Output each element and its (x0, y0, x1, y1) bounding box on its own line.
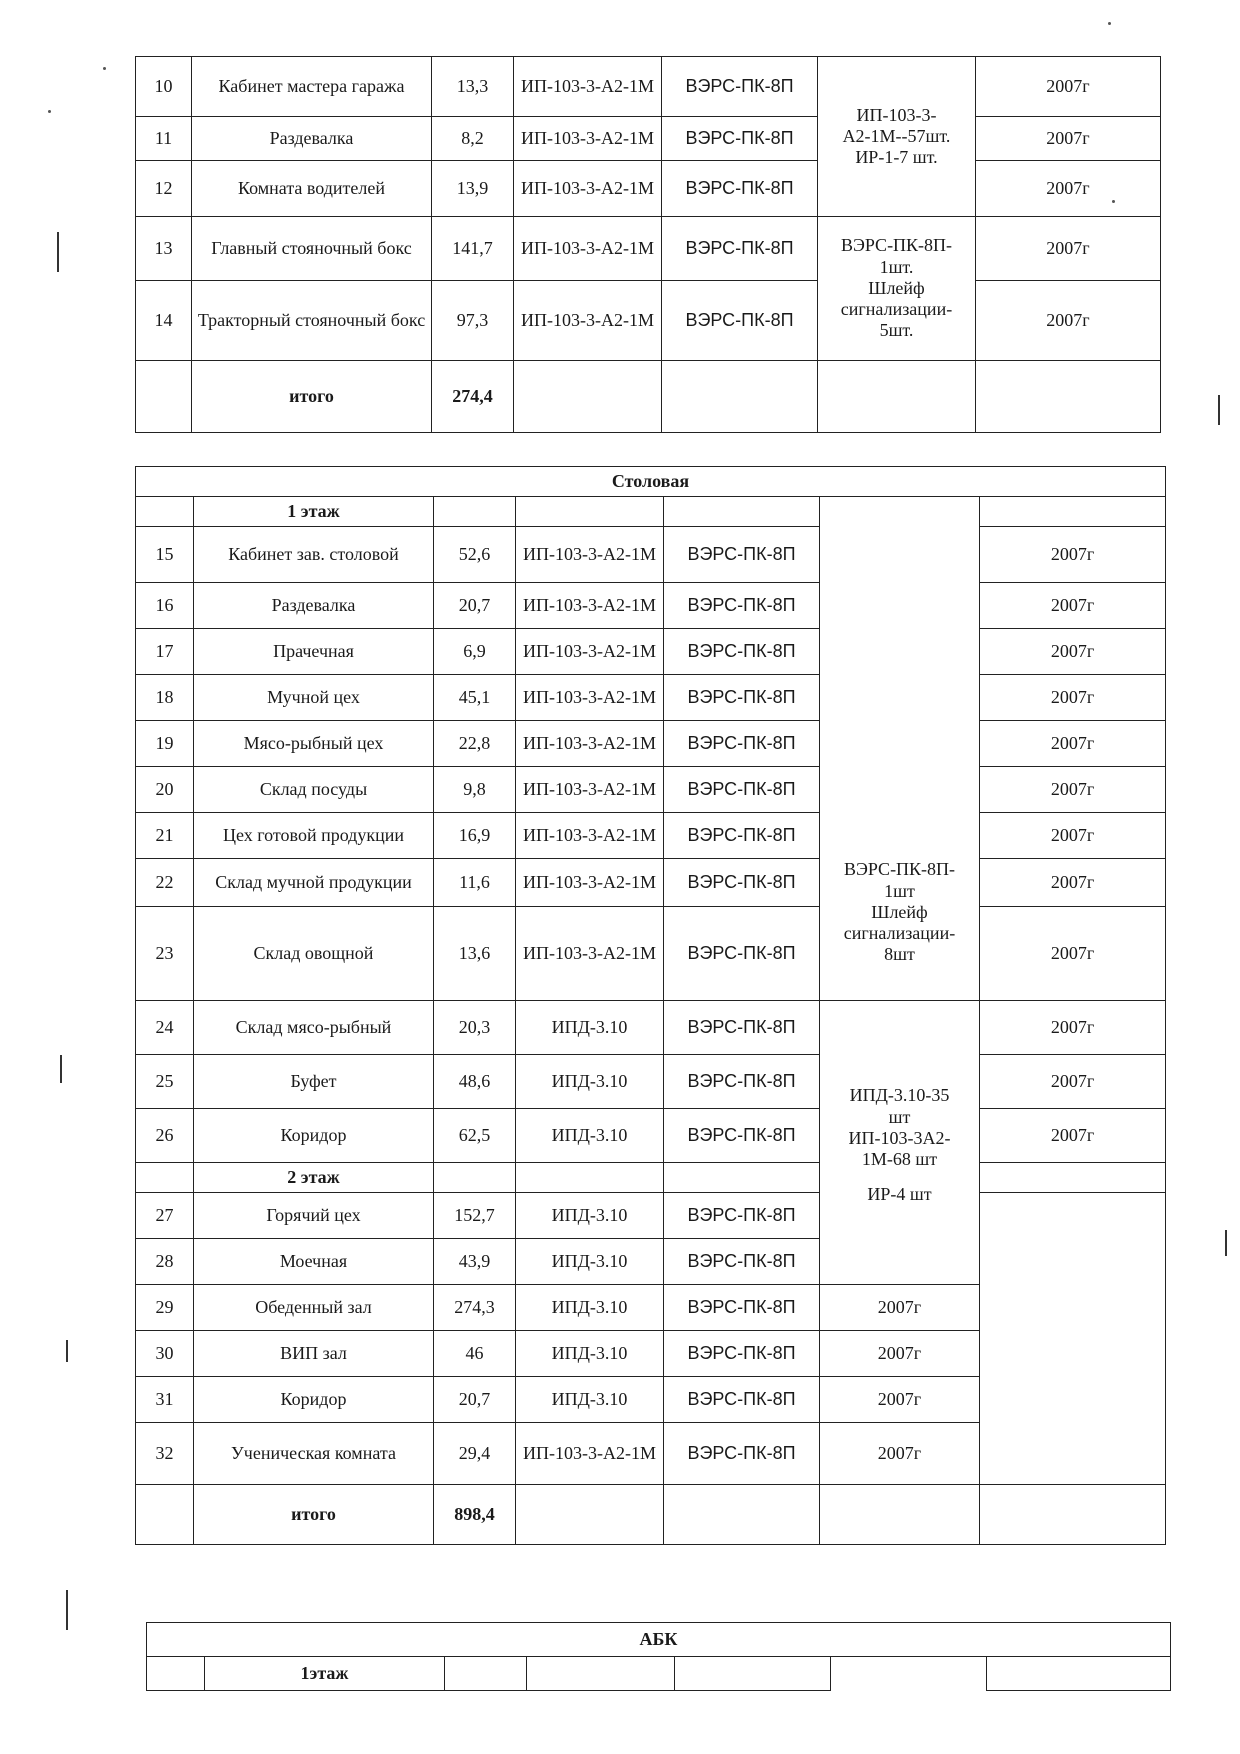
room-name: Склад овощной (194, 907, 434, 1001)
room-area: 43,9 (434, 1239, 516, 1285)
empty-cell (434, 1163, 516, 1193)
total-row (136, 1485, 1166, 1545)
room-name: Склад посуды (194, 767, 434, 813)
table-row (136, 527, 1166, 583)
control-device: ВЭРС-ПК-8П (664, 813, 820, 859)
row-number: 23 (136, 907, 194, 1001)
control-device: ВЭРС-ПК-8П (662, 57, 818, 117)
scan-speck (1108, 22, 1111, 25)
empty-cell (527, 1657, 675, 1691)
detector-type: ИПД-3.10 (516, 1001, 664, 1055)
detector-type: ИП-103-3-А2-1М (516, 629, 664, 675)
room-name: Мясо-рыбный цех (194, 721, 434, 767)
summary-line: 1М-68 шт (861, 1149, 938, 1170)
row-number: 25 (136, 1055, 194, 1109)
table-row (136, 281, 1161, 361)
detector-type: ИПД-3.10 (516, 1055, 664, 1109)
detector-type: ИП-103-3-А2-1М (516, 675, 664, 721)
empty-cell (136, 361, 192, 433)
detector-type: ИПД-3.10 (516, 1285, 664, 1331)
room-area: 48,6 (434, 1055, 516, 1109)
control-device: ВЭРС-ПК-8П (664, 629, 820, 675)
table-row (136, 907, 1166, 1001)
install-year: 2007г (980, 907, 1166, 1001)
room-name: Главный стояночный бокс (192, 217, 432, 281)
control-device: ВЭРС-ПК-8П (664, 1109, 820, 1163)
room-area: 22,8 (434, 721, 516, 767)
install-year: 2007г (980, 1001, 1166, 1055)
room-name: ВИП зал (194, 1331, 434, 1377)
control-device: ВЭРС-ПК-8П (662, 117, 818, 161)
install-year: 2007г (980, 675, 1166, 721)
row-number: 16 (136, 583, 194, 629)
control-device: ВЭРС-ПК-8П (664, 859, 820, 907)
row-number: 20 (136, 767, 194, 813)
summary-line: шт (888, 1106, 911, 1127)
abk-section-title: АБК (147, 1623, 1171, 1657)
abk-floor1-label: 1этаж (205, 1657, 445, 1691)
detector-type: ИПД-3.10 (516, 1377, 664, 1423)
table-row (136, 813, 1166, 859)
scan-line (1218, 395, 1220, 425)
control-device: ВЭРС-ПК-8П (664, 1239, 820, 1285)
scan-line (57, 232, 59, 272)
control-device: ВЭРС-ПК-8П (662, 161, 818, 217)
room-area: 46 (434, 1331, 516, 1377)
summary-line: сигнализации- (840, 299, 953, 320)
scan-speck (48, 110, 51, 113)
empty-cell (516, 1485, 664, 1545)
row-number: 12 (136, 161, 192, 217)
table-row (136, 117, 1161, 161)
total-row (136, 361, 1161, 433)
room-area: 8,2 (432, 117, 514, 161)
summary-line: 1шт (884, 880, 915, 901)
row-number: 18 (136, 675, 194, 721)
scan-speck (1112, 200, 1115, 203)
install-year: 2007г (980, 527, 1166, 583)
detector-type: ИП-103-3-А2-1М (514, 217, 662, 281)
floor-row (136, 497, 1166, 527)
room-name: Горячий цех (194, 1193, 434, 1239)
install-year: 2007г (820, 1423, 980, 1485)
row-number: 13 (136, 217, 192, 281)
table-row (136, 1055, 1166, 1109)
empty-cell (664, 1485, 820, 1545)
detector-type: ИПД-3.10 (516, 1193, 664, 1239)
detector-type: ИП-103-3-А2-1М (516, 907, 664, 1001)
floor2-label: 2 этаж (194, 1163, 434, 1193)
summary-line: ВЭРС-ПК-8П- (843, 859, 956, 880)
control-device: ВЭРС-ПК-8П (662, 281, 818, 361)
install-year: 2007г (980, 1055, 1166, 1109)
empty-cell (664, 1163, 820, 1193)
detector-type: ИП-103-3-А2-1М (514, 281, 662, 361)
table-row (136, 217, 1161, 281)
row-number: 31 (136, 1377, 194, 1423)
control-device: ВЭРС-ПК-8П (664, 1001, 820, 1055)
room-area: 13,6 (434, 907, 516, 1001)
room-name: Мучной цех (194, 675, 434, 721)
table-row (136, 161, 1161, 217)
floor-row (136, 1163, 1166, 1193)
summary-line: ИП-103-3А2- (848, 1127, 951, 1148)
detector-type: ИП-103-3-А2-1М (514, 117, 662, 161)
room-name: Обеденный зал (194, 1285, 434, 1331)
summary-line: сигнализации- (843, 923, 956, 944)
room-name: Кабинет зав. столовой (194, 527, 434, 583)
detector-type: ИП-103-3-А2-1М (516, 859, 664, 907)
room-name: Раздевалка (192, 117, 432, 161)
room-area: 9,8 (434, 767, 516, 813)
detector-type: ИПД-3.10 (516, 1239, 664, 1285)
table-row (136, 721, 1166, 767)
room-name: Коридор (194, 1377, 434, 1423)
control-device: ВЭРС-ПК-8П (664, 767, 820, 813)
summary-line: 1шт. (879, 256, 914, 277)
control-device: ВЭРС-ПК-8П (664, 907, 820, 1001)
row-number: 22 (136, 859, 194, 907)
empty-cell (147, 1657, 205, 1691)
empty-cell (980, 1485, 1166, 1545)
table-row (136, 57, 1161, 117)
control-device: ВЭРС-ПК-8П (662, 217, 818, 281)
install-year: 2007г (980, 859, 1166, 907)
summary-line: ИР-1-7 шт. (855, 147, 938, 168)
canteen-rooms-table (135, 466, 1166, 1545)
room-area: 97,3 (432, 281, 514, 361)
empty-cell (445, 1657, 527, 1691)
scan-line (60, 1055, 62, 1083)
control-device: ВЭРС-ПК-8П (664, 721, 820, 767)
scan-line (1225, 1230, 1227, 1256)
control-device: ВЭРС-ПК-8П (664, 1285, 820, 1331)
empty-cell (987, 1657, 1171, 1691)
table-row (136, 675, 1166, 721)
empty-cell (434, 497, 516, 527)
install-year: 2007г (820, 1285, 980, 1331)
control-device: ВЭРС-ПК-8П (664, 1055, 820, 1109)
detector-type: ИП-103-3-А2-1М (516, 813, 664, 859)
empty-cell (980, 497, 1166, 527)
room-area: 152,7 (434, 1193, 516, 1239)
detector-type: ИП-103-3-А2-1М (516, 527, 664, 583)
room-name: Цех готовой продукции (194, 813, 434, 859)
room-area: 141,7 (432, 217, 514, 281)
room-name: Раздевалка (194, 583, 434, 629)
install-year: 2007г (980, 813, 1166, 859)
row-number: 11 (136, 117, 192, 161)
room-area: 274,3 (434, 1285, 516, 1331)
empty-cell (136, 497, 194, 527)
total-label: итого (192, 361, 432, 433)
room-area: 13,3 (432, 57, 514, 117)
scan-speck (103, 67, 106, 70)
equipment-summary-top (818, 57, 976, 217)
detector-type: ИП-103-3-А2-1М (516, 767, 664, 813)
install-year: 2007г (976, 117, 1161, 161)
detector-type: ИП-103-3-А2-1М (516, 721, 664, 767)
empty-cell (818, 361, 976, 433)
room-area: 29,4 (434, 1423, 516, 1485)
room-name: Комната водителей (192, 161, 432, 217)
total-area: 898,4 (434, 1485, 516, 1545)
summary-line: ВЭРС-ПК-8П- (840, 235, 953, 256)
control-device: ВЭРС-ПК-8П (664, 583, 820, 629)
control-device: ВЭРС-ПК-8П (664, 1377, 820, 1423)
summary-line: ИР-4 шт (867, 1184, 932, 1205)
room-name: Кабинет мастера гаража (192, 57, 432, 117)
abk-rooms-table (146, 1622, 1171, 1691)
install-year: 2007г (980, 1109, 1166, 1163)
install-year: 2007г (976, 281, 1161, 361)
summary-line: 5шт. (879, 320, 914, 341)
install-year: 2007г (976, 161, 1161, 217)
summary-line: Шлейф (871, 901, 928, 922)
equipment-summary-blank (980, 1193, 1166, 1485)
room-name: Прачечная (194, 629, 434, 675)
table-row (136, 859, 1166, 907)
room-name: Коридор (194, 1109, 434, 1163)
floor1-label: 1 этаж (194, 497, 434, 527)
empty-cell (820, 1485, 980, 1545)
detector-type: ИП-103-3-А2-1М (514, 161, 662, 217)
row-number: 24 (136, 1001, 194, 1055)
detector-type: ИПД-3.10 (516, 1331, 664, 1377)
room-area: 20,3 (434, 1001, 516, 1055)
empty-cell (514, 361, 662, 433)
row-number: 19 (136, 721, 194, 767)
empty-cell (980, 1163, 1166, 1193)
room-name: Ученическая комната (194, 1423, 434, 1485)
garage-rooms-table (135, 56, 1161, 433)
row-number: 10 (136, 57, 192, 117)
row-number: 27 (136, 1193, 194, 1239)
detector-type: ИП-103-3-А2-1М (514, 57, 662, 117)
detector-type: ИП-103-3-А2-1М (516, 583, 664, 629)
table-row (136, 767, 1166, 813)
table-row (136, 583, 1166, 629)
row-number: 26 (136, 1109, 194, 1163)
table-row (136, 629, 1166, 675)
summary-line: ИП-103-3- (856, 104, 937, 125)
control-device: ВЭРС-ПК-8П (664, 1193, 820, 1239)
empty-cell (664, 497, 820, 527)
room-area: 20,7 (434, 1377, 516, 1423)
table-row (136, 1001, 1166, 1055)
equipment-summary-bottom (818, 217, 976, 361)
room-area: 13,9 (432, 161, 514, 217)
summary-line: А2-1М--57шт. (842, 125, 951, 146)
table-row (136, 1109, 1166, 1163)
room-area: 16,9 (434, 813, 516, 859)
row-number: 28 (136, 1239, 194, 1285)
summary-line (824, 1170, 975, 1184)
install-year: 2007г (976, 57, 1161, 117)
row-number: 32 (136, 1423, 194, 1485)
scan-line (66, 1590, 68, 1630)
scan-line (66, 1340, 68, 1362)
row-number: 29 (136, 1285, 194, 1331)
empty-cell (516, 1163, 664, 1193)
install-year: 2007г (980, 629, 1166, 675)
room-name: Моечная (194, 1239, 434, 1285)
equipment-summary-top (820, 497, 980, 1001)
room-area: 6,9 (434, 629, 516, 675)
table-row (136, 1193, 1166, 1239)
summary-line: ИПД-3.10-35 (849, 1085, 950, 1106)
control-device: ВЭРС-ПК-8П (664, 1331, 820, 1377)
room-name: Склад мучной продукции (194, 859, 434, 907)
install-year: 2007г (820, 1377, 980, 1423)
room-area: 62,5 (434, 1109, 516, 1163)
detector-type: ИП-103-3-А2-1М (516, 1423, 664, 1485)
empty-cell (516, 497, 664, 527)
control-device: ВЭРС-ПК-8П (664, 1423, 820, 1485)
install-year: 2007г (820, 1331, 980, 1377)
row-number: 15 (136, 527, 194, 583)
total-area: 274,4 (432, 361, 514, 433)
room-name: Буфет (194, 1055, 434, 1109)
empty-cell (675, 1657, 831, 1691)
install-year: 2007г (980, 721, 1166, 767)
total-label: итого (194, 1485, 434, 1545)
room-name: Тракторный стояночный бокс (192, 281, 432, 361)
control-device: ВЭРС-ПК-8П (664, 675, 820, 721)
row-number: 21 (136, 813, 194, 859)
install-year: 2007г (976, 217, 1161, 281)
summary-line: 8шт (884, 944, 915, 965)
empty-cell (976, 361, 1161, 433)
install-year: 2007г (980, 767, 1166, 813)
control-device: ВЭРС-ПК-8П (664, 527, 820, 583)
detector-type: ИПД-3.10 (516, 1109, 664, 1163)
empty-cell (831, 1657, 987, 1691)
equipment-summary-bottom (820, 1001, 980, 1285)
row-number: 30 (136, 1331, 194, 1377)
room-area: 20,7 (434, 583, 516, 629)
room-area: 11,6 (434, 859, 516, 907)
canteen-section-title: Столовая (136, 467, 1166, 497)
empty-cell (136, 1485, 194, 1545)
empty-cell (662, 361, 818, 433)
room-area: 52,6 (434, 527, 516, 583)
empty-cell (136, 1163, 194, 1193)
row-number: 17 (136, 629, 194, 675)
room-area: 45,1 (434, 675, 516, 721)
install-year: 2007г (980, 583, 1166, 629)
row-number: 14 (136, 281, 192, 361)
summary-line: Шлейф (868, 277, 925, 298)
room-name: Склад мясо-рыбный (194, 1001, 434, 1055)
